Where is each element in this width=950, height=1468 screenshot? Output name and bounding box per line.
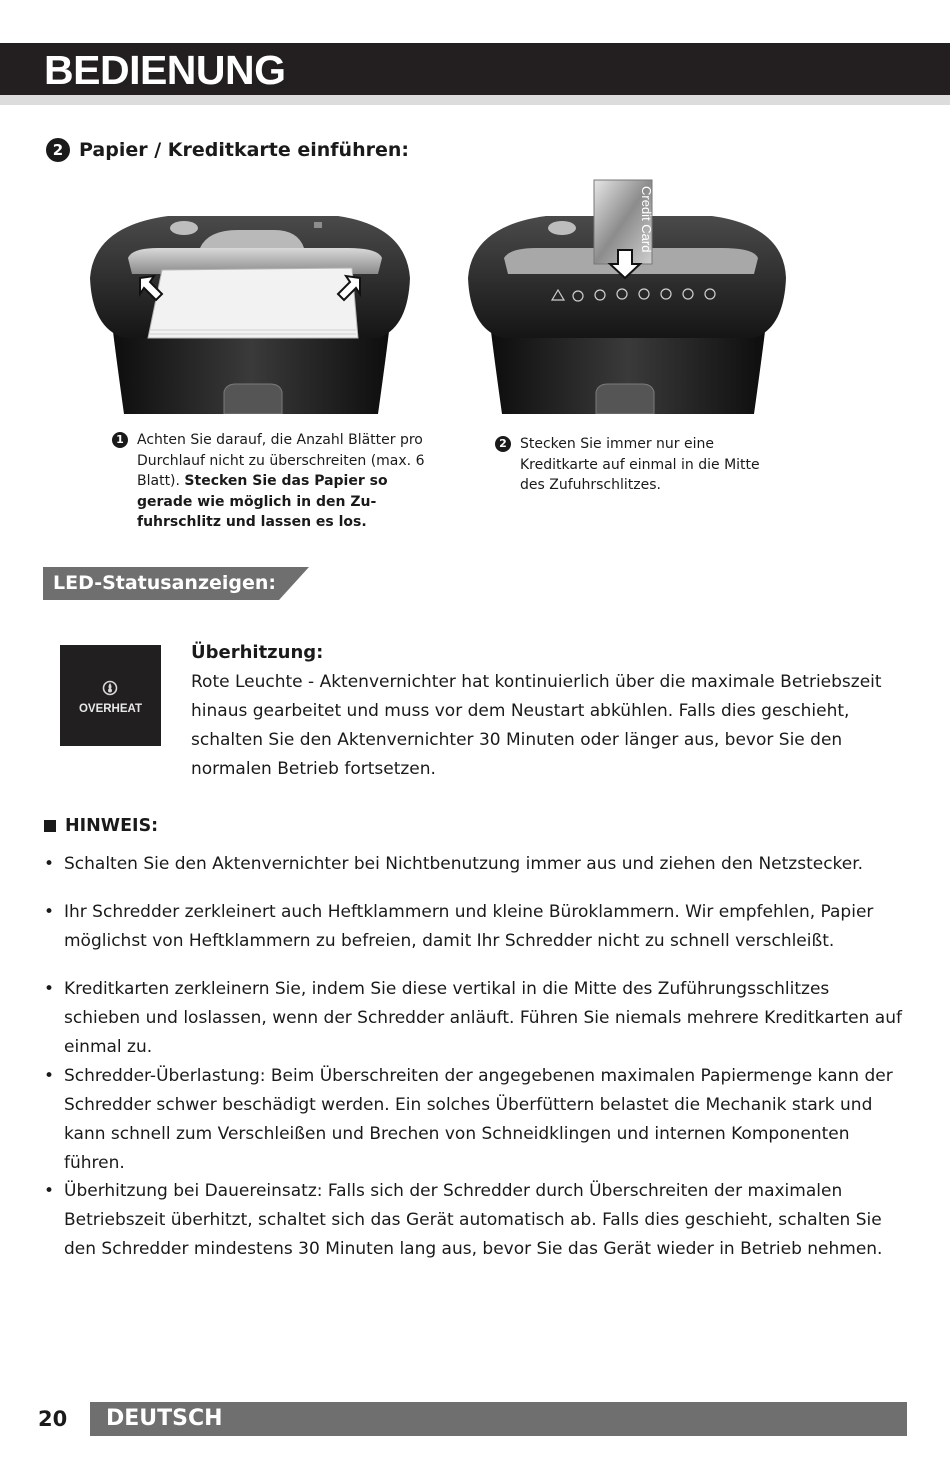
caption-text: Stecken Sie immer nur eine Kreditkarte auf einmal in die Mitte des Zufuhrschlitzes. <box>520 436 760 493</box>
caption-text <box>112 430 432 533</box>
footer-language: DEUTSCH <box>106 1406 223 1431</box>
caption-number-badge: 2 <box>495 436 511 452</box>
shredder-creditcard-illustration <box>466 178 788 414</box>
overheat-indicator <box>60 645 161 746</box>
page-title: BEDIENUNG <box>44 47 286 93</box>
overheat-description: Rote Leuchte - Aktenvernichter hat kontinuierlich über die maximale Betriebszeit hinaus gearbeitet und muss vor dem Neustart abkühlen. Falls dies geschieht, schalten Sie den Aktenvernichter 30 Minuten oder länger aus, bevor Sie den normalen Betrieb fortsetzen. <box>191 672 882 779</box>
note-text: Kreditkarten zerkleinern Sie, indem Sie diese vertikal in die Mitte des Zuführungsschlitzes schieben und loslassen, wenn der Schredder anläuft. Führen Sie niemals mehrere Kreditkarten auf einmal zu. <box>64 979 902 1057</box>
square-bullet-icon <box>44 820 56 832</box>
step-number-badge: 2 <box>46 138 70 162</box>
bullet-icon: • <box>44 902 55 922</box>
section-heading <box>46 138 409 162</box>
header-rule <box>0 95 950 105</box>
note-text: Schalten Sie den Aktenvernichter bei Nichtbenutzung immer aus und ziehen den Netzstecker. <box>64 854 864 874</box>
note-text: Ihr Schredder zerkleinert auch Heftklammern und kleine Büroklammern. Wir empfehlen, Papier möglichst von Heftklammern zu befreien, damit Ihr Schredder nicht zu schnell verschleißt. <box>64 902 874 951</box>
overheat-title: Überhitzung: <box>191 642 324 663</box>
bullet-icon: • <box>44 1066 55 1086</box>
overheat-label: OVERHEAT <box>78 703 143 715</box>
shredder-paper-illustration <box>88 178 412 414</box>
note-heading <box>44 814 158 838</box>
note-text: Überhitzung bei Dauereinsatz: Falls sich der Schredder durch Überschreiten der maximalen Betriebszeit überhitzt, schaltet sich das Gerät automatisch ab. Falls dies geschieht, schalten Sie den Schredder mindestens 30 Minuten lang aus, bevor Sie das Gerät wieder in Betrieb nehmen. <box>64 1181 883 1259</box>
caption-number-badge: 1 <box>112 432 128 448</box>
note-item <box>44 850 910 879</box>
caption-text-plain: Achten Sie darauf, die Anzahl Blätter pro Durchlauf nicht zu überschreiten (max. 6 Blatt). <box>137 432 425 489</box>
shredder-paper-photo <box>88 178 412 414</box>
page-number: 20 <box>38 1407 68 1431</box>
caption-creditcard <box>495 434 785 496</box>
note-item <box>44 1177 910 1264</box>
note-item <box>44 898 910 956</box>
note-item <box>44 975 910 1062</box>
caption-paper <box>112 430 432 533</box>
bullet-icon: • <box>44 854 55 874</box>
bullet-icon: • <box>44 979 55 999</box>
note-text: Schredder-Überlastung: Beim Überschreiten der angegebenen maximalen Papiermenge kann der Schredder schwer beschädigt werden. Ein solches Überfüttern belastet die Mechanik stark und kann schnell zum Verschleißen und Brechen von Schneidklingen und internen Komponenten führen. <box>64 1066 893 1173</box>
note-title: HINWEIS: <box>65 816 159 836</box>
bullet-icon: • <box>44 1181 55 1201</box>
section-title: Papier / Kreditkarte einführen: <box>79 139 409 161</box>
shredder-creditcard-photo <box>466 178 788 414</box>
led-section-title: LED-Statusanzeigen: <box>53 572 277 594</box>
caption-text-bold: Stecken Sie das Papier so gerade wie möglich in den Zufuhrschlitz und lassen es los. <box>137 473 388 530</box>
note-item <box>44 1062 910 1178</box>
overheat-icon <box>101 680 119 696</box>
credit-card-text: Credit Card <box>639 186 654 253</box>
